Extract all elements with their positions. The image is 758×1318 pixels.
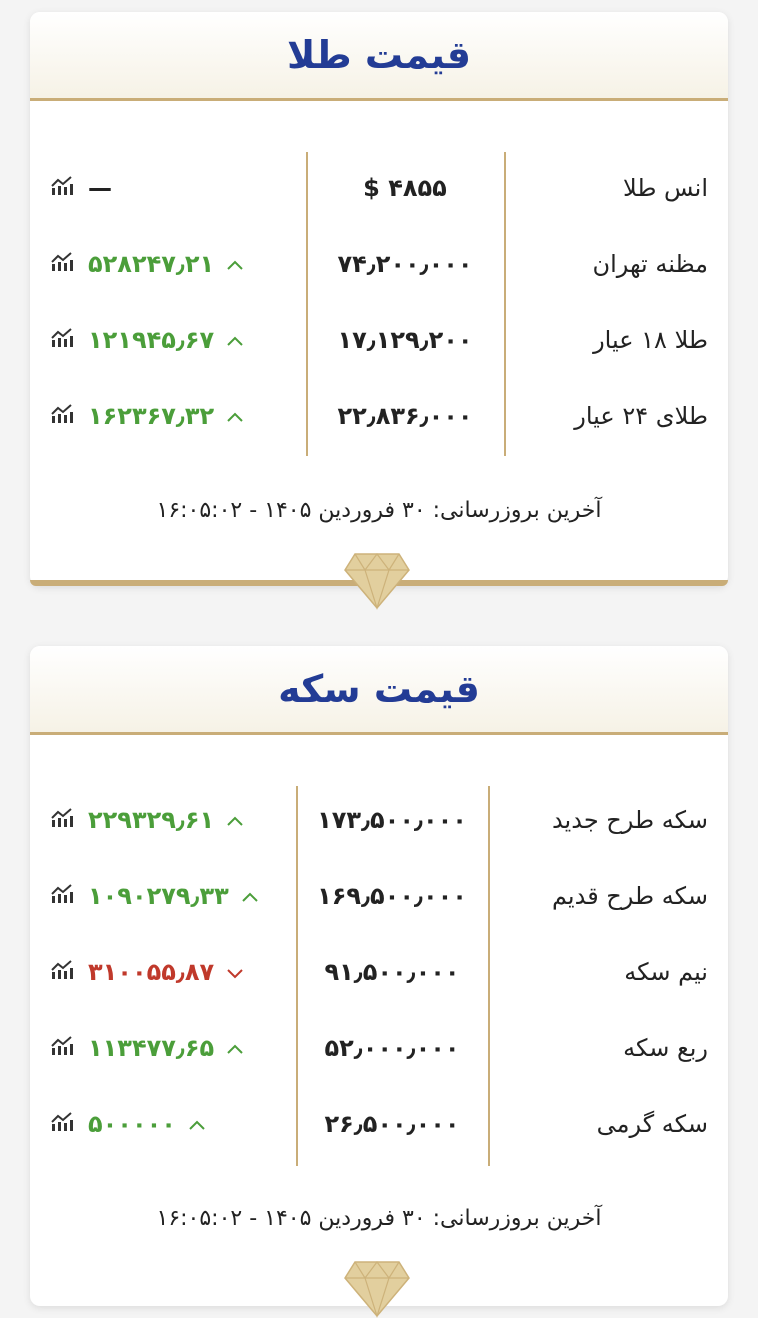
diamond-icon bbox=[343, 552, 411, 610]
bar-chart-icon[interactable] bbox=[50, 250, 76, 278]
coin-row-gram[interactable] bbox=[30, 1086, 728, 1162]
row-change bbox=[50, 378, 244, 454]
row-change bbox=[50, 934, 244, 1010]
row-change bbox=[50, 150, 112, 226]
row-change bbox=[50, 1086, 206, 1162]
row-name: انس طلا bbox=[623, 174, 708, 202]
coin-card-title: قیمت سکه bbox=[278, 667, 480, 711]
coin-row-quarter[interactable] bbox=[30, 1010, 728, 1086]
chevron-up-icon bbox=[226, 328, 244, 352]
change-value: — bbox=[88, 174, 112, 202]
gold-card-header bbox=[30, 12, 728, 101]
bar-chart-icon[interactable] bbox=[50, 1110, 76, 1138]
row-price: ۴۸۵۵ $ bbox=[363, 174, 447, 202]
chevron-up-icon bbox=[241, 884, 259, 908]
row-change bbox=[50, 302, 244, 378]
chevron-up-icon bbox=[226, 1036, 244, 1060]
row-change bbox=[50, 226, 244, 302]
bar-chart-icon[interactable] bbox=[50, 174, 76, 202]
diamond-icon bbox=[343, 1260, 411, 1318]
change-value: ۵۲۸۲۴۷٫۲۱ bbox=[88, 250, 215, 278]
price-row-tehran[interactable] bbox=[30, 226, 728, 302]
last-updated-text: آخرین بروزرسانی: ۳۰ فروردین ۱۴۰۵ - ۱۶:۰۵:۰۲ bbox=[156, 1206, 602, 1231]
last-updated-text: آخرین بروزرسانی: ۳۰ فروردین ۱۴۰۵ - ۱۶:۰۵:۰۲ bbox=[156, 498, 602, 523]
change-value: ۱۶۲۳۶۷٫۳۲ bbox=[88, 402, 215, 430]
price-row-18k[interactable] bbox=[30, 302, 728, 378]
gold-card-title: قیمت طلا bbox=[287, 33, 471, 77]
row-name: سکه طرح جدید bbox=[551, 806, 708, 834]
row-change bbox=[50, 782, 244, 858]
bar-chart-icon[interactable] bbox=[50, 1034, 76, 1062]
change-value: ۲۲۹۳۲۹٫۶۱ bbox=[88, 806, 215, 834]
row-price: ۷۴٫۲۰۰٫۰۰۰ bbox=[337, 250, 473, 278]
row-name: مظنه تهران bbox=[592, 250, 708, 278]
row-price: ۱۷۳٫۵۰۰٫۰۰۰ bbox=[317, 806, 467, 834]
row-name: طلای ۲۴ عیار bbox=[574, 402, 708, 430]
price-row-24k[interactable] bbox=[30, 378, 728, 454]
chevron-up-icon bbox=[226, 808, 244, 832]
row-price: ۵۲٫۰۰۰٫۰۰۰ bbox=[324, 1034, 460, 1062]
row-price: ۲۲٫۸۳۶٫۰۰۰ bbox=[337, 402, 473, 430]
bar-chart-icon[interactable] bbox=[50, 326, 76, 354]
chevron-down-icon bbox=[226, 960, 244, 984]
row-price: ۹۱٫۵۰۰٫۰۰۰ bbox=[324, 958, 460, 986]
coin-row-old-design[interactable] bbox=[30, 858, 728, 934]
row-name: سکه طرح قدیم bbox=[551, 882, 708, 910]
coin-row-half[interactable] bbox=[30, 934, 728, 1010]
chevron-up-icon bbox=[226, 252, 244, 276]
bar-chart-icon[interactable] bbox=[50, 882, 76, 910]
price-row-ounce[interactable] bbox=[30, 150, 728, 226]
row-change bbox=[50, 858, 259, 934]
row-price: ۱۷٫۱۲۹٫۲۰۰ bbox=[337, 326, 473, 354]
change-value: ۱۲۱۹۴۵٫۶۷ bbox=[88, 326, 215, 354]
chevron-up-icon bbox=[226, 404, 244, 428]
change-value: ۱۱۳۴۷۷٫۶۵ bbox=[88, 1034, 215, 1062]
bar-chart-icon[interactable] bbox=[50, 806, 76, 834]
row-change bbox=[50, 1010, 244, 1086]
row-name: نیم سکه bbox=[624, 958, 708, 986]
change-value: ۵۰۰۰۰۰ bbox=[88, 1110, 176, 1138]
change-value: ۳۱۰۰۵۵٫۸۷ bbox=[88, 958, 215, 986]
coin-row-new-design[interactable] bbox=[30, 782, 728, 858]
row-name: ربع سکه bbox=[623, 1034, 708, 1062]
row-price: ۱۶۹٫۵۰۰٫۰۰۰ bbox=[317, 882, 467, 910]
change-value: ۱۰۹۰۲۷۹٫۳۳ bbox=[88, 882, 229, 910]
bar-chart-icon[interactable] bbox=[50, 402, 76, 430]
row-name: سکه گرمی bbox=[596, 1110, 708, 1138]
gold-price-card bbox=[30, 12, 728, 586]
row-name: طلا ۱۸ عیار bbox=[593, 326, 708, 354]
coin-card-header bbox=[30, 646, 728, 735]
row-price: ۲۶٫۵۰۰٫۰۰۰ bbox=[324, 1110, 460, 1138]
bar-chart-icon[interactable] bbox=[50, 958, 76, 986]
coin-price-card bbox=[30, 646, 728, 1306]
chevron-up-icon bbox=[188, 1112, 206, 1136]
